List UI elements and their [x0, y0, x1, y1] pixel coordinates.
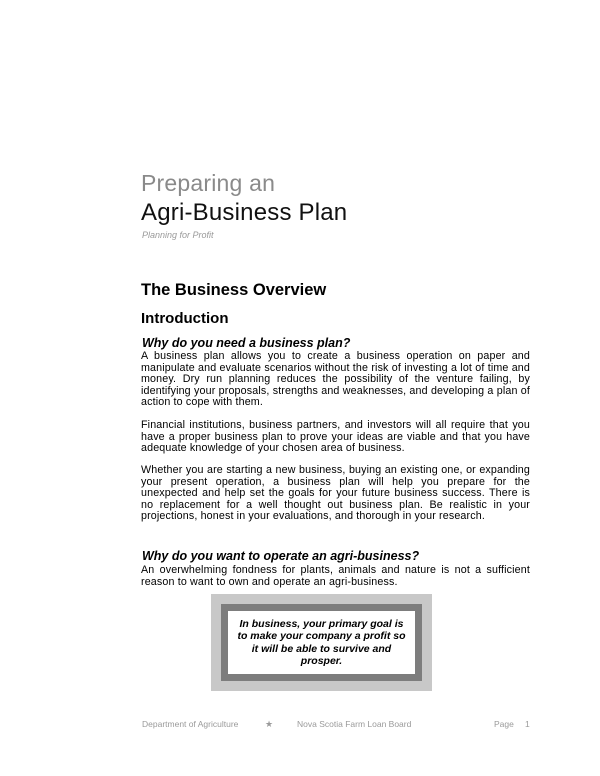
paragraph-4: An overwhelming fondness for plants, animals and nature is not a sufficient reason to want to own and operate an agri-business.: [141, 564, 530, 588]
question-heading-1: Why do you need a business plan?: [142, 336, 351, 350]
section-heading: The Business Overview: [141, 281, 327, 299]
title-subtitle: Planning for Profit: [142, 230, 214, 240]
callout-border: [221, 604, 422, 681]
title-line-1: Preparing an: [141, 170, 276, 196]
footer-star-icon: ★: [265, 719, 274, 729]
footer-page-label: Page: [494, 719, 514, 729]
callout-box: [211, 594, 432, 691]
paragraph-2: Financial institutions, business partners, and investors will all require that you have a proper business plan to prove your ideas are viable and that you have adequate knowledge of your chosen area of business.: [141, 419, 530, 455]
paragraph-3: Whether you are starting a new business, buying an existing one, or expanding your present operation, a business plan will help you prepare for the unexpected and help set the goals for your future business success. There is no replacement for a well thought out business plan. Be realistic in your projections, honest in your evaluations, and thorough in your research.: [141, 464, 530, 523]
callout-text: In business, your primary goal is to make your company a profit so it will be able to survive and prosper.: [228, 611, 415, 674]
footer-board: Nova Scotia Farm Loan Board: [297, 719, 412, 729]
footer-department: Department of Agriculture: [142, 719, 239, 729]
question-heading-2: Why do you want to operate an agri-business?: [142, 549, 420, 563]
footer-page-number: 1: [525, 719, 530, 729]
title-line-2: Agri-Business Plan: [141, 199, 348, 226]
paragraph-1: A business plan allows you to create a business operation on paper and manipulate and evaluate scenarios without the risk of investing a lot of time and money. Dry run planning reduces the possibility of the venture failing, by identifying your proposals, strengths and weaknesses, and developing a plan of action to cope with them.: [141, 350, 530, 409]
section-subheading: Introduction: [141, 310, 229, 327]
